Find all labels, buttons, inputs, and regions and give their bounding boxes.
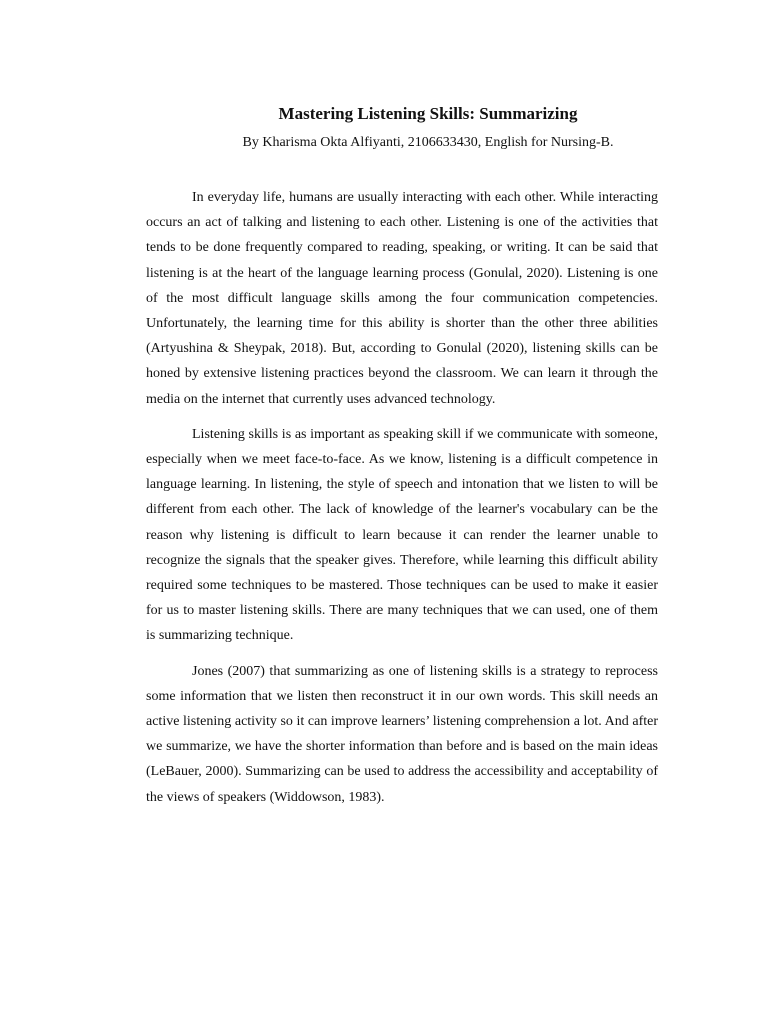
paragraph-1: In everyday life, humans are usually interacting with each other. While interacting occurs an act of talking and listening to each other. Listening is one of the activities that tends to be done frequently compared to reading, speaking, or writing. It can be said that listening is at the heart of the language learning process (Gonulal, 2020). Listening is one of the most difficult language skills among the four communication competencies. Unfortunately, the learning time for this ability is shorter than the other three abilities (Artyushina & Sheypak, 2018). But, according to Gonulal (2020), listening skills can be honed by extensive listening practices beyond the classroom. We can learn it through the media on the internet that currently uses advanced technology.	[146, 190, 658, 407]
paragraph-2: Listening skills is as important as speaking skill if we communicate with someone, especially when we meet face-to-face. As we know, listening is a difficult competence in language learning. In listening, the style of speech and intonation that we listen to will be different from each other. The lack of knowledge of the learner's vocabulary can be the reason why listening is difficult to learn because it can render the learner unable to recognize the signals that the speaker gives. Therefore, while learning this difficult ability required some techniques to be mastered. Those techniques can be used to make it easier for us to master listening skills. There are many techniques that we can used, one of them is summarizing technique.	[146, 426, 658, 644]
paragraph-3: Jones (2007) that summarizing as one of listening skills is a strategy to reprocess some information that we listen then reconstruct it in our own words. This skill needs an active listening activity so it can improve learners’ listening comprehension a lot. And after we summarize, we have the shorter information than before and is based on the main ideas (LeBauer, 2000). Summarizing can be used to address the accessibility and acceptability of the views of speakers (Widdowson, 1983).	[146, 663, 658, 805]
document-body	[146, 185, 658, 810]
document-byline: By Kharisma Okta Alfiyanti, 2106633430, English for Nursing-B.	[242, 135, 614, 150]
document-title: Mastering Listening Skills: Summarizing	[278, 104, 578, 123]
